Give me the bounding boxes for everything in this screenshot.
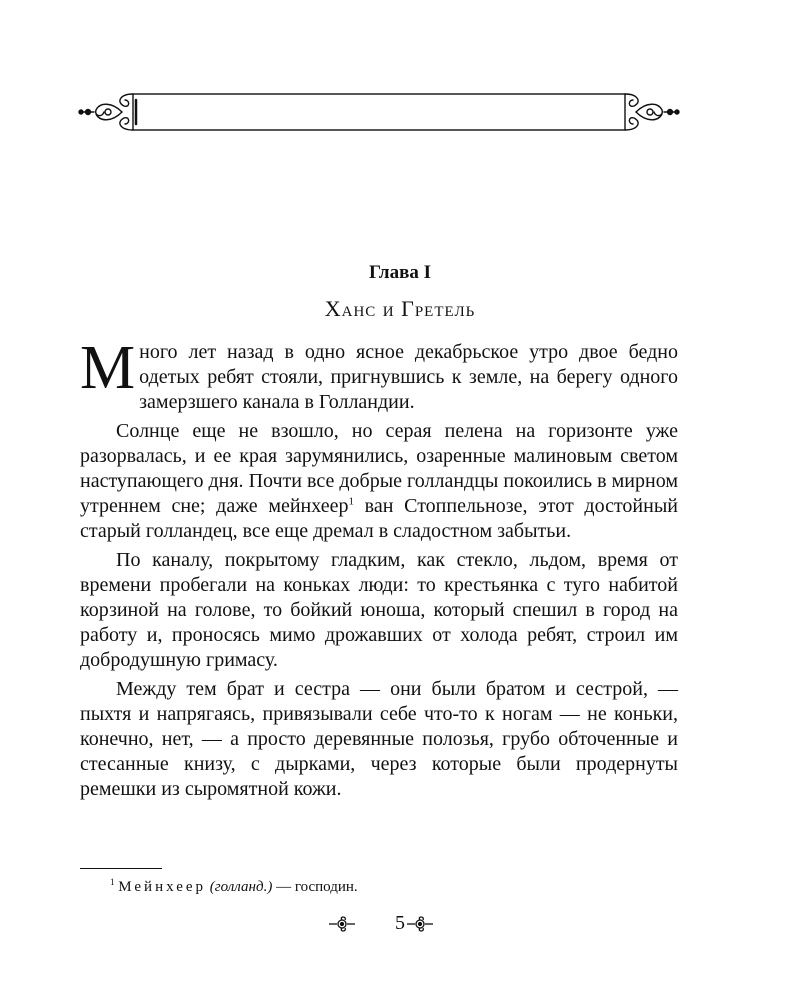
page-number: 5 [395,912,405,934]
right-ornament-icon [405,914,435,934]
drop-cap: М [80,334,136,402]
footnote-definition: — господин. [272,879,358,895]
paragraph-text: По каналу, покрытому гладким, как стекло, льдом, время от времени пробегали на коньках люди: то крестьянка с туго набитой корзиной на голове, то бойкий юноша, который спешил в город на работу и, проносясь мимо дрожавших от холода ребят, строил им добродушную гримасу. [80,549,678,671]
chapter-number: Глава I [368,262,431,283]
footnote-mark: 1 [110,877,115,887]
footnote-divider [80,868,162,869]
paragraph-3 [80,548,678,672]
paragraph-text-continued: мейнхеер [268,494,349,517]
paragraph-text: Солнце еще не взошло, но серая пелена на горизонте уже разорвалась, и ее края зарумянились, озаренные малиновым светом наступающего дня. Почти все добрые голландцы покоились в мирном утреннем сне; даже [80,420,678,517]
paragraph-2 [80,419,678,543]
footnote-reference[interactable]: 1 [348,495,355,508]
footnote-note: (голланд.) [209,879,273,895]
paragraph-text: ного лет назад в одно ясное декабрьское утро двое бедно одетых ребят стояли, пригнувшись к земле, на берегу одного замерзшего канала в Голландии. [139,341,678,413]
decorative-header-frame [78,88,680,136]
paragraph-4 [80,677,678,801]
footnote-term: Мейнхеер [118,879,207,895]
paragraph-text: ван Стоппельнозе, этот достойный старый голландец, все еще дремал в сладостном забытьи. [80,494,678,542]
body-text [80,334,678,806]
paragraph-text: Между тем брат и сестра — они были братом и сестрой, — пыхтя и напрягаясь, привязывали себе что-то к ногам — не коньки, конечно, нет, — а просто деревянные полозья, грубо обточенные и стесанные книзу, с дырками, через которые были продернуты ремешки из сыромятной кожи. [80,678,678,800]
chapter-title: Ханс и Гретель [324,296,476,321]
paragraph-1 [80,334,678,414]
footnote [110,877,358,896]
